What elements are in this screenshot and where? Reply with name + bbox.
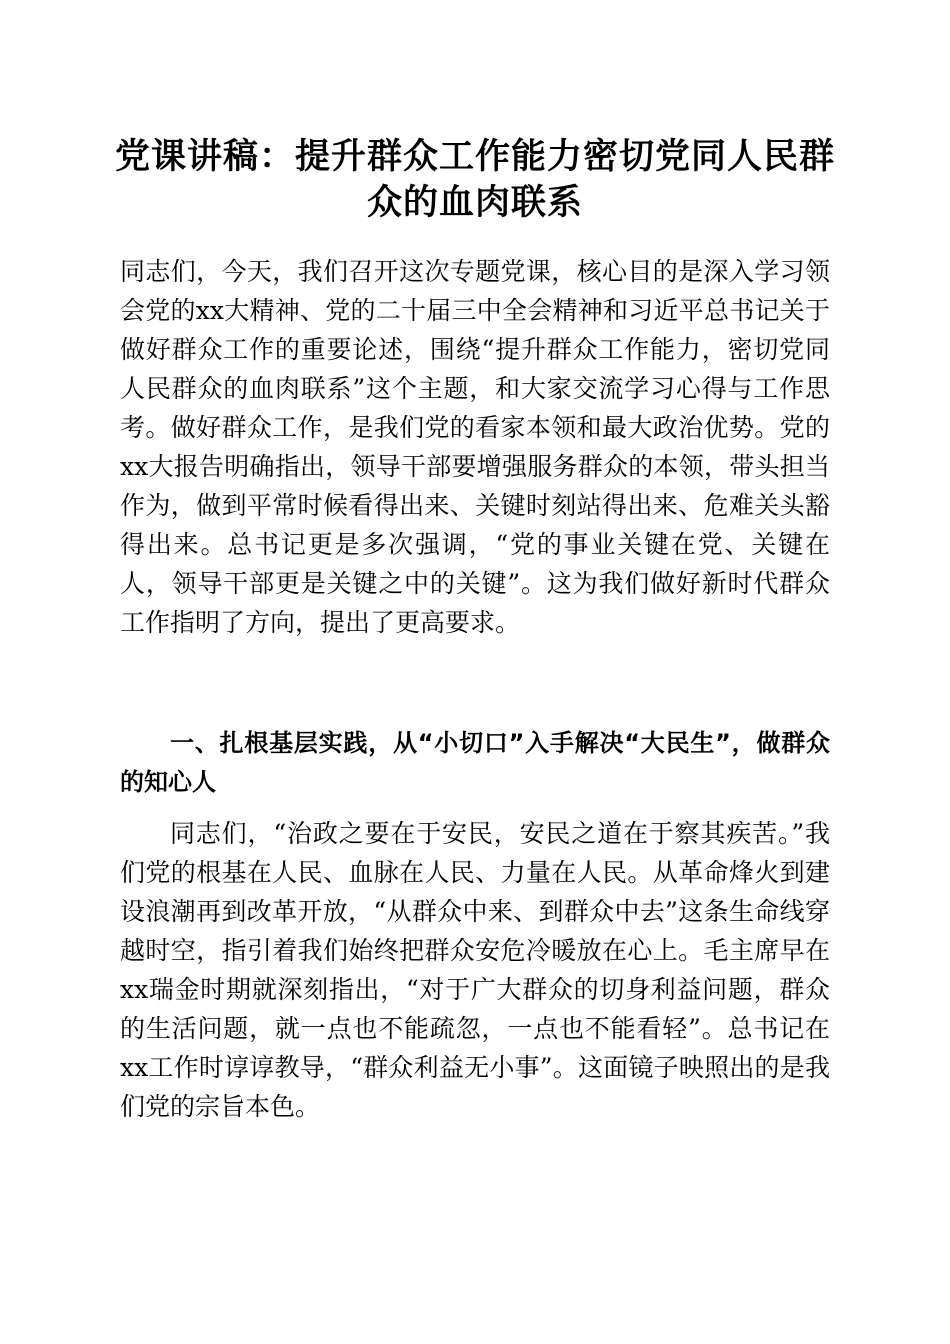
section-heading-1: 一、扎根基层实践，从“小切口”入手解决“大民生”，做群众的知心人: [120, 729, 830, 796]
section-1-paragraph: 同志们，“治政之要在于安民，安民之道在于察其疾苦。”我们党的根基在人民、血脉在人民、力量在人民。从革命烽火到建设浪潮再到改革开放，“从群众中来、到群众中去”这条生命线穿越时空，指引着我们始终把群众安危冷暖放在心上。毛主席早在xx瑞金时期就深刻指出，“对于广大群众的切身利益问题，群众的生活问题，就一点也不能疏忽，一点也不能看轻”。总书记在xx工作时谆谆教导，“群众利益无小事”。这面镜子映照出的是我们党的宗旨本色。: [120, 819, 830, 1121]
intro-paragraph: 同志们，今天，我们召开这次专题党课，核心目的是深入学习领会党的xx大精神、党的二十届三中全会精神和习近平总书记关于做好群众工作的重要论述，围绕“提升群众工作能力，密切党同人民群众的血肉联系”这个主题，和大家交流学习心得与工作思考。做好群众工作，是我们党的看家本领和最大政治优势。党的xx大报告明确指出，领导干部要增强服务群众的本领，带头担当作为，做到平常时候看得出来、关键时刻站得出来、危难关头豁得出来。总书记更是多次强调，“党的事业关键在党、关键在人，领导干部更是关键之中的关键”。这为我们做好新时代群众工作指明了方向，提出了更高要求。: [120, 257, 830, 637]
document-title: 党课讲稿：提升群众工作能力密切党同人民群众的血肉联系: [114, 136, 835, 223]
